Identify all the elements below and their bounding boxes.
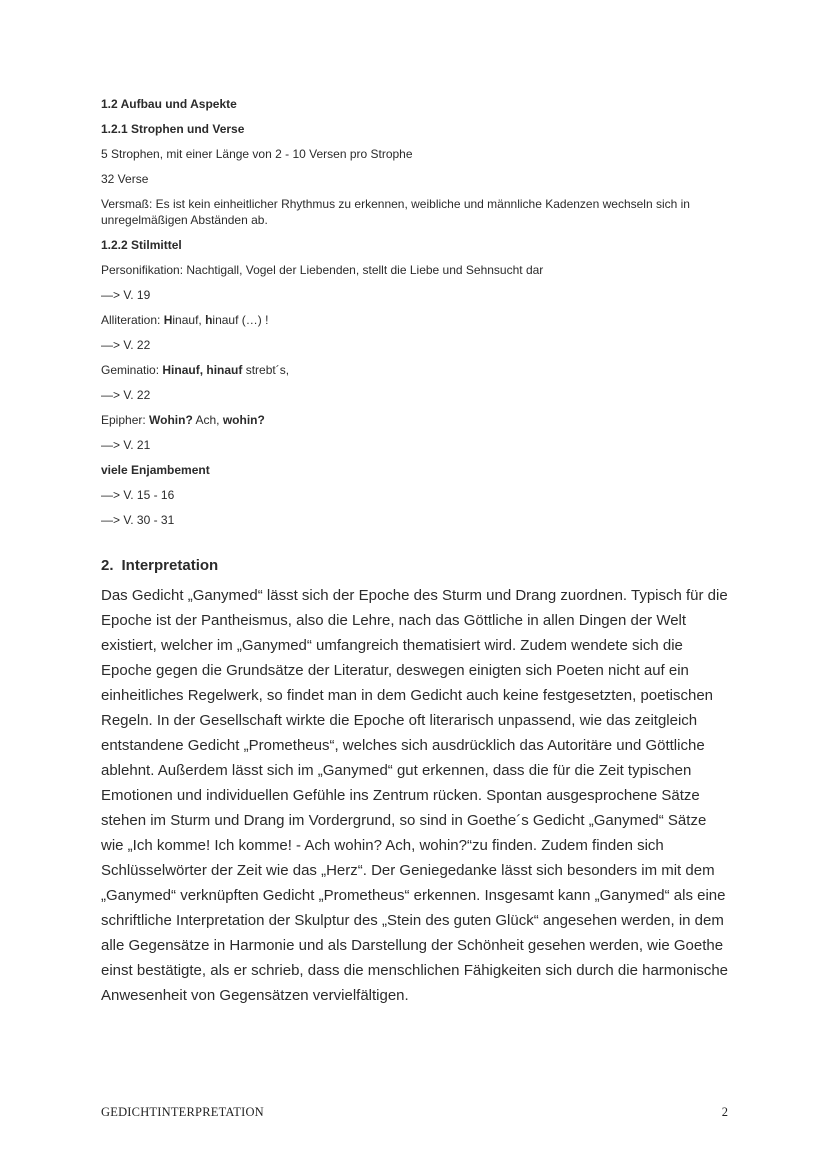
epipher-line <box>101 412 731 428</box>
alliteration-label: Alliteration: <box>101 313 164 327</box>
heading-interpretation <box>101 556 731 576</box>
epipher-bold-2: wohin? <box>222 413 265 427</box>
heading-1-2: 1.2 Aufbau und Aspekte <box>101 97 237 111</box>
geminatio-rest: strebt´s, <box>242 363 290 377</box>
geminatio-line <box>101 362 731 378</box>
personifikation-line: Personifikation: Nachtigall, Vogel der Liebenden, stellt die Liebe und Sehnsucht dar <box>101 263 544 277</box>
heading-1-2-1: 1.2.1 Strophen und Verse <box>101 122 245 136</box>
heading-1-2-2: 1.2.2 Stilmittel <box>101 238 182 252</box>
epipher-bold-1: Wohin? <box>149 413 193 427</box>
alliteration-letter-1: H <box>163 313 173 327</box>
alliteration-rest-1: inauf, <box>172 313 206 327</box>
interpretation-paragraph: Das Gedicht „Ganymed“ lässt sich der Epoche des Sturm und Drang zuordnen. Typisch für die Epoche ist der Pantheismus, also die Lehre, nach das Göttliche in allen Dingen der Welt existiert, welcher im „Ganymed“ umfangreich thematisiert wird. Zudem wendete sich die Epoche gegen die Grundsätze der Literatur, deswegen einigten sich Poeten nicht auf ein einheitliches Regelwerk, so findet man in dem Gedicht auch keine festgesetzten, poetischen Regeln. In der Gesellschaft wirkte die Epoche oft literarisch unpassend, wie das zeitgleich entstandene Gedicht „Prometheus“, welches sich ausdrücklich das Autoritäre und Göttliche ablehnt. Außerdem lässt sich im „Ganymed“ gut erkennen, dass die für die Zeit typischen Emotionen und individuellen Gefühle ins Zentrum rücken. Spontan ausgesprochene Sätze stehen im Sturm und Drang im Vordergrund, so sind in Goethe´s Gedicht „Ganymed“ Sätze wie „Ich komme! Ich komme! - Ach wohin? Ach, wohin?“zu finden. Zudem finden sich Schlüsselwörter der Zeit wie das „Herz“. Der Geniegedanke lässt sich besonders im mit dem „Ganymed“ verknüpften Gedicht „Prometheus“ erkennen. Insgesamt kann „Ganymed“ als eine schriftliche Interpretation der Skulptur des „Stein des guten Glück“ angesehen werden, in dem alle Gegensätze in Harmonie und als Darstellung der Schönheit gesehen werden, wie Goethe einst bestätigte, als er schrieb, dass die menschlichen Fähigkeiten sich durch die harmonische Anwesenheit von Gegensätzen vervielfältigen. <box>101 587 728 1004</box>
section-title: Interpretation <box>121 557 219 574</box>
strophen-line: 5 Strophen, mit einer Länge von 2 - 10 Versen pro Strophe <box>101 147 413 161</box>
alliteration-letter-2: h <box>205 313 213 327</box>
page-content <box>101 96 731 1008</box>
page-number: 2 <box>721 1105 728 1119</box>
verse-count-line: 32 Verse <box>101 172 149 186</box>
enjambement-line: viele Enjambement <box>101 463 210 477</box>
verse-ref-22-b: —> V. 22 <box>101 388 151 402</box>
verse-ref-15-16: —> V. 15 - 16 <box>101 488 175 502</box>
verse-ref-30-31: —> V. 30 - 31 <box>101 513 175 527</box>
epipher-mid: Ach, <box>192 413 223 427</box>
alliteration-line <box>101 312 731 328</box>
verse-ref-19: —> V. 19 <box>101 288 151 302</box>
verse-ref-22-a: —> V. 22 <box>101 338 151 352</box>
geminatio-bold: Hinauf, hinauf <box>162 363 243 377</box>
verse-ref-21: —> V. 21 <box>101 438 151 452</box>
alliteration-rest-2: inauf (…) ! <box>212 313 269 327</box>
geminatio-label: Geminatio: <box>101 363 163 377</box>
epipher-label: Epipher: <box>101 413 150 427</box>
section-number: 2. <box>101 557 114 574</box>
versmass-line: Versmaß: Es ist kein einheitlicher Rhythmus zu erkennen, weibliche und männliche Kadenzen wechseln sich in unregelmäßigen Abständen ab. <box>101 197 690 227</box>
page-footer <box>101 1105 728 1120</box>
footer-title: GEDICHTINTERPRETATION <box>101 1105 264 1119</box>
